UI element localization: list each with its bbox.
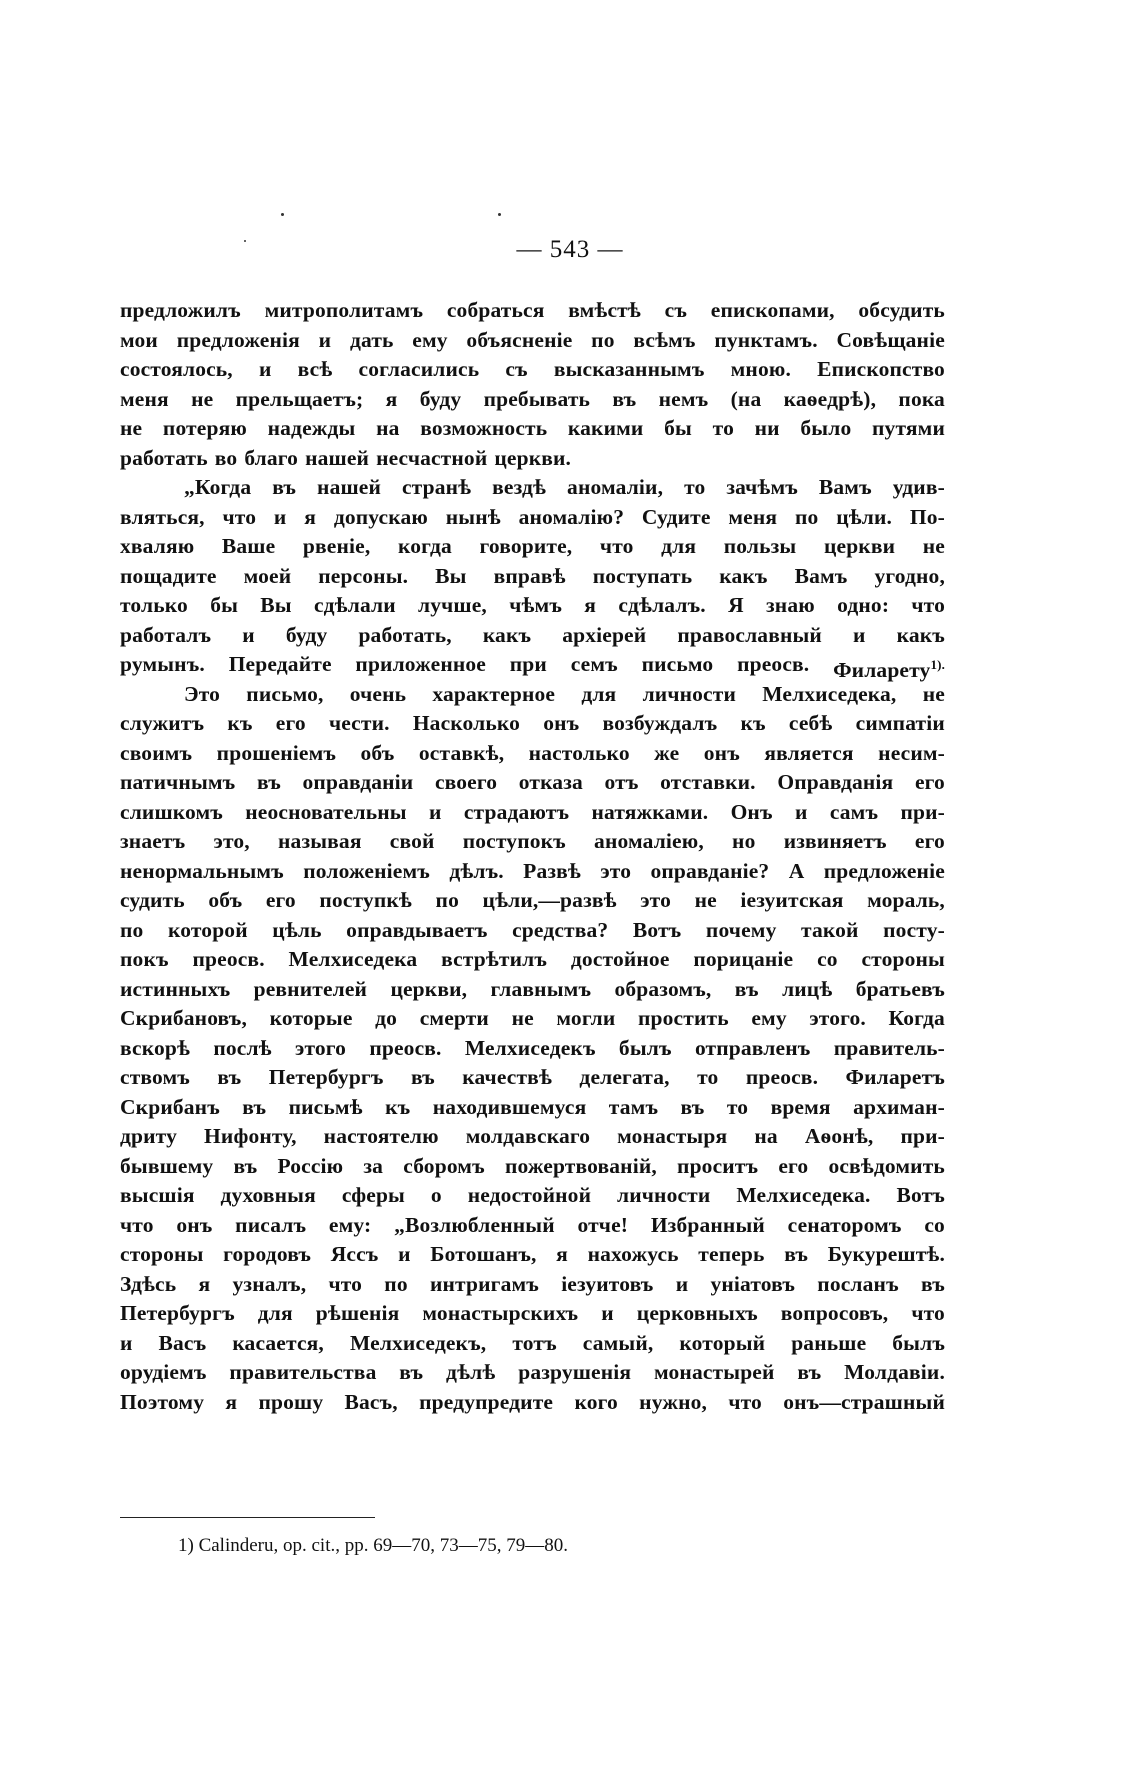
- text-line: истинныхъ ревнителей церкви, главнымъ образомъ, въ лицѣ братьевъ: [120, 976, 945, 1001]
- text-line: Скрибанъ въ письмѣ къ находившемуся тамъ въ то время архиман-: [120, 1094, 945, 1119]
- text-line: и Васъ касается, Мелхиседекъ, тотъ самый, который раньше былъ: [120, 1330, 945, 1355]
- text-line: вскорѣ послѣ этого преосв. Мелхиседекъ былъ отправленъ правитель-: [120, 1035, 945, 1060]
- text-line: патичнымъ въ оправданіи своего отказа отъ отставки. Оправданія его: [120, 770, 945, 794]
- footnote-reference: 1).: [930, 657, 945, 672]
- text-line: слишкомъ неосновательны и страдаютъ натяжками. Онъ и самъ при-: [120, 799, 945, 824]
- text-line: ствомъ въ Петербургъ въ качествѣ делегата, то преосв. Филаретъ: [120, 1065, 945, 1089]
- text-line: мои предложенія и дать ему объясненіе по всѣмъ пунктамъ. Совѣщаніе: [120, 327, 945, 352]
- text-line: по которой цѣль оправдываетъ средства? Вотъ почему такой посту-: [120, 917, 945, 942]
- text-line: меня не прельщаетъ; я буду пребывать въ немъ (на каѳедрѣ), пока: [120, 386, 945, 411]
- text-line: румынъ. Передайте приложенное при семъ письмо преосв. Филарету$^{1).}$: [120, 652, 945, 683]
- text-line: Скрибановъ, которые до смерти не могли простить ему этого. Когда: [120, 1006, 945, 1030]
- footnote: [178, 1535, 568, 1557]
- text-line: стороны городовъ Яссъ и Ботошанъ, я нахожусь теперь въ Букурештѣ.: [120, 1242, 945, 1266]
- scan-speck: [281, 213, 284, 216]
- footnote-text: Calinderu, op. cit., pp. 69—70, 73—75, 79—80.: [198, 1535, 568, 1556]
- text-line: работать во благо нашей несчастной церкви.: [120, 445, 572, 470]
- text-line: Здѣсь я узналъ, что по интригамъ іезуитовъ и уніатовъ посланъ въ: [120, 1271, 945, 1296]
- text-line: покъ преосв. Мелхиседека встрѣтилъ достойное порицаніе со стороны: [120, 947, 945, 971]
- text-line: Это письмо, очень характерное для личности Мелхиседека, не: [184, 681, 945, 706]
- text-line: бывшему въ Россію за сборомъ пожертвованій, проситъ его освѣдомить: [120, 1153, 945, 1178]
- text-line: служитъ къ его чести. Насколько онъ возбуждалъ къ себѣ симпатіи: [120, 711, 945, 735]
- text-line: ненормальнымъ положеніемъ дѣлъ. Развѣ это оправданіе? А предложеніе: [120, 858, 945, 883]
- scan-speck: [498, 213, 501, 216]
- text-line: только бы Вы сдѣлали лучше, чѣмъ я сдѣлалъ. Я знаю одно: что: [120, 593, 945, 617]
- text-line: знаетъ это, называя свой поступокъ аномаліею, но извиняетъ его: [120, 829, 945, 853]
- text-line: вляться, что и я допускаю нынѣ аномалію? Судите меня по цѣли. По-: [120, 504, 945, 529]
- text-line: своимъ прошеніемъ объ оставкѣ, настолько же онъ является несим-: [120, 740, 945, 765]
- text-line: дриту Нифонту, настоятелю молдавскаго монастыря на Аѳонѣ, при-: [120, 1124, 945, 1148]
- text-line: высшія духовныя сферы о недостойной личности Мелхиседека. Вотъ: [120, 1183, 945, 1207]
- text-line: работалъ и буду работать, какъ архіерей православный и какъ: [120, 622, 945, 647]
- text-line: судить объ его поступкѣ по цѣли,—развѣ это не іезуитская мораль,: [120, 888, 945, 912]
- text-line: орудіемъ правительства въ дѣлѣ разрушенія монастырей въ Молдавіи.: [120, 1360, 945, 1384]
- text-line: Петербургъ для рѣшенія монастырскихъ и церковныхъ вопросовъ, что: [120, 1301, 945, 1325]
- text-line: „Когда въ нашей странѣ вездѣ аномаліи, то зачѣмъ Вамъ удив-: [184, 475, 945, 499]
- text-line: что онъ писалъ ему: „Возлюбленный отче! Избранный сенаторомъ со: [120, 1212, 945, 1237]
- footnote-marker: 1): [178, 1535, 194, 1556]
- text-line: пощадите моей персоны. Вы вправѣ поступать какъ Вамъ угодно,: [120, 563, 945, 588]
- text-line: Поэтому я прошу Васъ, предупредите кого нужно, что онъ—страшный: [120, 1389, 945, 1414]
- text-line: состоялось, и всѣ согласились съ высказаннымъ мною. Епископство: [120, 357, 945, 381]
- footnote-divider: [120, 1517, 375, 1518]
- page-number: — 543 —: [516, 236, 624, 263]
- text-line: хваляю Ваше рвеніе, когда говорите, что для пользы церкви не: [120, 534, 945, 558]
- text-line: не потеряю надежды на возможность какими бы то ни было путями: [120, 416, 945, 440]
- text-line: предложилъ митрополитамъ собраться вмѣстѣ съ епископами, обсудить: [120, 298, 945, 322]
- body-text: [120, 296, 945, 1417]
